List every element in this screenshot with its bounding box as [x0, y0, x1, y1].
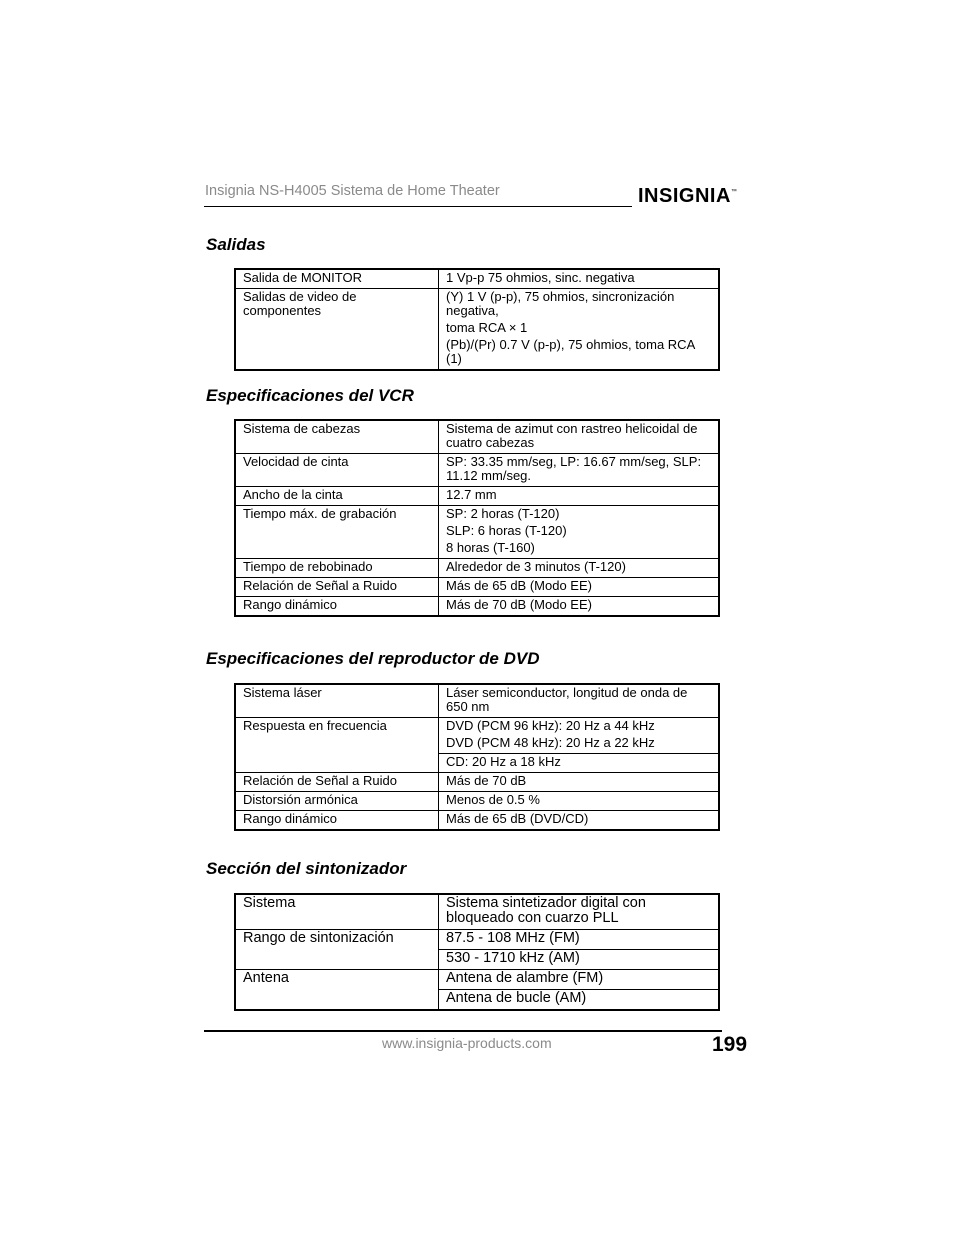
- table-row: [235, 506, 719, 559]
- spec-label-cell: [235, 718, 439, 773]
- section-title-dvd: Especificaciones del reproductor de DVD: [206, 649, 540, 668]
- spec-value: SP: 2 horas (T-120): [446, 506, 560, 521]
- table-row: [235, 269, 719, 289]
- page-number: 199: [712, 1033, 748, 1056]
- spec-value-cell: [439, 269, 720, 289]
- table-row: [235, 894, 719, 930]
- section-title-tuner: Sección del sintonizador: [206, 859, 407, 878]
- spec-value: 8 horas (T-160): [446, 540, 535, 555]
- spec-value-cell: [439, 420, 720, 454]
- spec-value-cell: [439, 487, 720, 506]
- spec-value: Antena de alambre (FM): [446, 970, 604, 986]
- spec-label: Antena: [243, 970, 289, 986]
- table-row: [235, 559, 719, 578]
- spec-label: Sistema: [243, 895, 296, 911]
- table-row: [235, 718, 719, 754]
- spec-value: 530 - 1710 kHz (AM): [446, 950, 580, 966]
- spec-label-cell: [235, 454, 439, 487]
- table-row: [235, 970, 719, 990]
- logo-text: INSIGNIA: [638, 185, 731, 207]
- table-row: [235, 811, 719, 831]
- table-row: [235, 578, 719, 597]
- spec-value: Láser semiconductor, longitud de onda de 650 nm: [446, 685, 688, 714]
- table-row: [235, 289, 719, 371]
- spec-value: Más de 65 dB (DVD/CD): [446, 811, 589, 826]
- spec-value-cell: [439, 506, 720, 559]
- spec-value: CD: 20 Hz a 18 kHz: [446, 754, 561, 769]
- spec-value-cell: [439, 970, 720, 990]
- spec-label: Ancho de la cinta: [243, 487, 343, 502]
- spec-value-cell: [439, 754, 720, 773]
- spec-value: DVD (PCM 96 kHz): 20 Hz a 44 kHz: [446, 718, 655, 733]
- table-row: [235, 597, 719, 617]
- spec-value: SLP: 6 horas (T-120): [446, 523, 567, 538]
- spec-value-cell: [439, 792, 720, 811]
- spec-label: Respuesta en frecuencia: [243, 718, 387, 733]
- spec-label: Relación de Señal a Ruido: [243, 578, 397, 593]
- spec-label-cell: [235, 269, 439, 289]
- spec-label-cell: [235, 684, 439, 718]
- spec-label-cell: [235, 930, 439, 970]
- spec-value: Antena de bucle (AM): [446, 990, 587, 1006]
- spec-value-cell: [439, 930, 720, 950]
- outputs-spec-table: [234, 268, 720, 371]
- spec-label-cell: [235, 597, 439, 617]
- spec-value: 12.7 mm: [446, 487, 497, 502]
- spec-label-cell: [235, 894, 439, 930]
- spec-label: Distorsión armónica: [243, 792, 358, 807]
- header-rule: [204, 206, 632, 207]
- spec-label-cell: [235, 559, 439, 578]
- spec-value-cell: [439, 559, 720, 578]
- spec-value-cell: [439, 454, 720, 487]
- spec-label-cell: [235, 420, 439, 454]
- spec-label: Tiempo de rebobinado: [243, 559, 373, 574]
- spec-value: Sistema de azimut con rastreo helicoidal de cuatro cabezas: [446, 421, 698, 450]
- table-row: [235, 487, 719, 506]
- section-title-vcr: Especificaciones del VCR: [206, 386, 414, 405]
- insignia-logo: [638, 185, 737, 208]
- spec-label: Rango dinámico: [243, 597, 337, 612]
- spec-value: toma RCA × 1: [446, 320, 528, 335]
- spec-value-cell: [439, 578, 720, 597]
- table-row: [235, 773, 719, 792]
- footer-rule: [204, 1030, 722, 1032]
- spec-value: (Y) 1 V (p-p), 75 ohmios, sincronización negativa,: [446, 289, 675, 318]
- dvd-spec-table: [234, 683, 720, 831]
- spec-value: SP: 33.35 mm/seg, LP: 16.67 mm/seg, SLP: 11.12 mm/seg.: [446, 454, 702, 483]
- spec-value: Menos de 0.5 %: [446, 792, 540, 807]
- section-title-salidas: Salidas: [206, 235, 266, 254]
- spec-value: 1 Vp-p 75 ohmios, sinc. negativa: [446, 270, 635, 285]
- spec-label-cell: [235, 289, 439, 371]
- spec-label: Salidas de video de componentes: [243, 289, 357, 318]
- table-row: [235, 454, 719, 487]
- spec-label-cell: [235, 792, 439, 811]
- spec-value-cell: [439, 950, 720, 970]
- table-row: [235, 792, 719, 811]
- spec-value: Sistema sintetizador digital con bloqueado con cuarzo PLL: [446, 895, 646, 926]
- spec-label-cell: [235, 773, 439, 792]
- spec-label: Rango de sintonización: [243, 930, 394, 946]
- spec-value-cell: [439, 811, 720, 831]
- spec-value: Alrededor de 3 minutos (T-120): [446, 559, 626, 574]
- spec-label: Sistema de cabezas: [243, 421, 361, 436]
- spec-value-cell: [439, 990, 720, 1011]
- spec-label: Velocidad de cinta: [243, 454, 349, 469]
- spec-label: Salida de MONITOR: [243, 270, 362, 285]
- table-row: [235, 420, 719, 454]
- spec-label-cell: [235, 811, 439, 831]
- tuner-spec-table: [234, 893, 720, 1011]
- spec-value-cell: [439, 894, 720, 930]
- trademark-symbol: ™: [730, 189, 738, 195]
- spec-label: Relación de Señal a Ruido: [243, 773, 397, 788]
- spec-value: Más de 70 dB: [446, 773, 527, 788]
- spec-value: DVD (PCM 48 kHz): 20 Hz a 22 kHz: [446, 735, 655, 750]
- spec-value-cell: [439, 597, 720, 617]
- spec-value-cell: [439, 773, 720, 792]
- spec-label: Rango dinámico: [243, 811, 337, 826]
- spec-value: Más de 70 dB (Modo EE): [446, 597, 592, 612]
- spec-label: Tiempo máx. de grabación: [243, 506, 397, 521]
- spec-value-cell: [439, 289, 720, 371]
- spec-value: (Pb)/(Pr) 0.7 V (p-p), 75 ohmios, toma RCA (1): [446, 337, 695, 366]
- table-row: [235, 684, 719, 718]
- footer-url: www.insignia-products.com: [382, 1035, 552, 1051]
- running-header: Insignia NS-H4005 Sistema de Home Theater: [205, 183, 500, 199]
- spec-value-cell: [439, 718, 720, 754]
- spec-label-cell: [235, 487, 439, 506]
- spec-value: 87.5 - 108 MHz (FM): [446, 930, 580, 946]
- spec-label-cell: [235, 578, 439, 597]
- vcr-spec-table: [234, 419, 720, 617]
- spec-value-cell: [439, 684, 720, 718]
- spec-label-cell: [235, 970, 439, 1011]
- table-row: [235, 930, 719, 950]
- spec-value: Más de 65 dB (Modo EE): [446, 578, 592, 593]
- spec-label-cell: [235, 506, 439, 559]
- spec-label: Sistema láser: [243, 685, 322, 700]
